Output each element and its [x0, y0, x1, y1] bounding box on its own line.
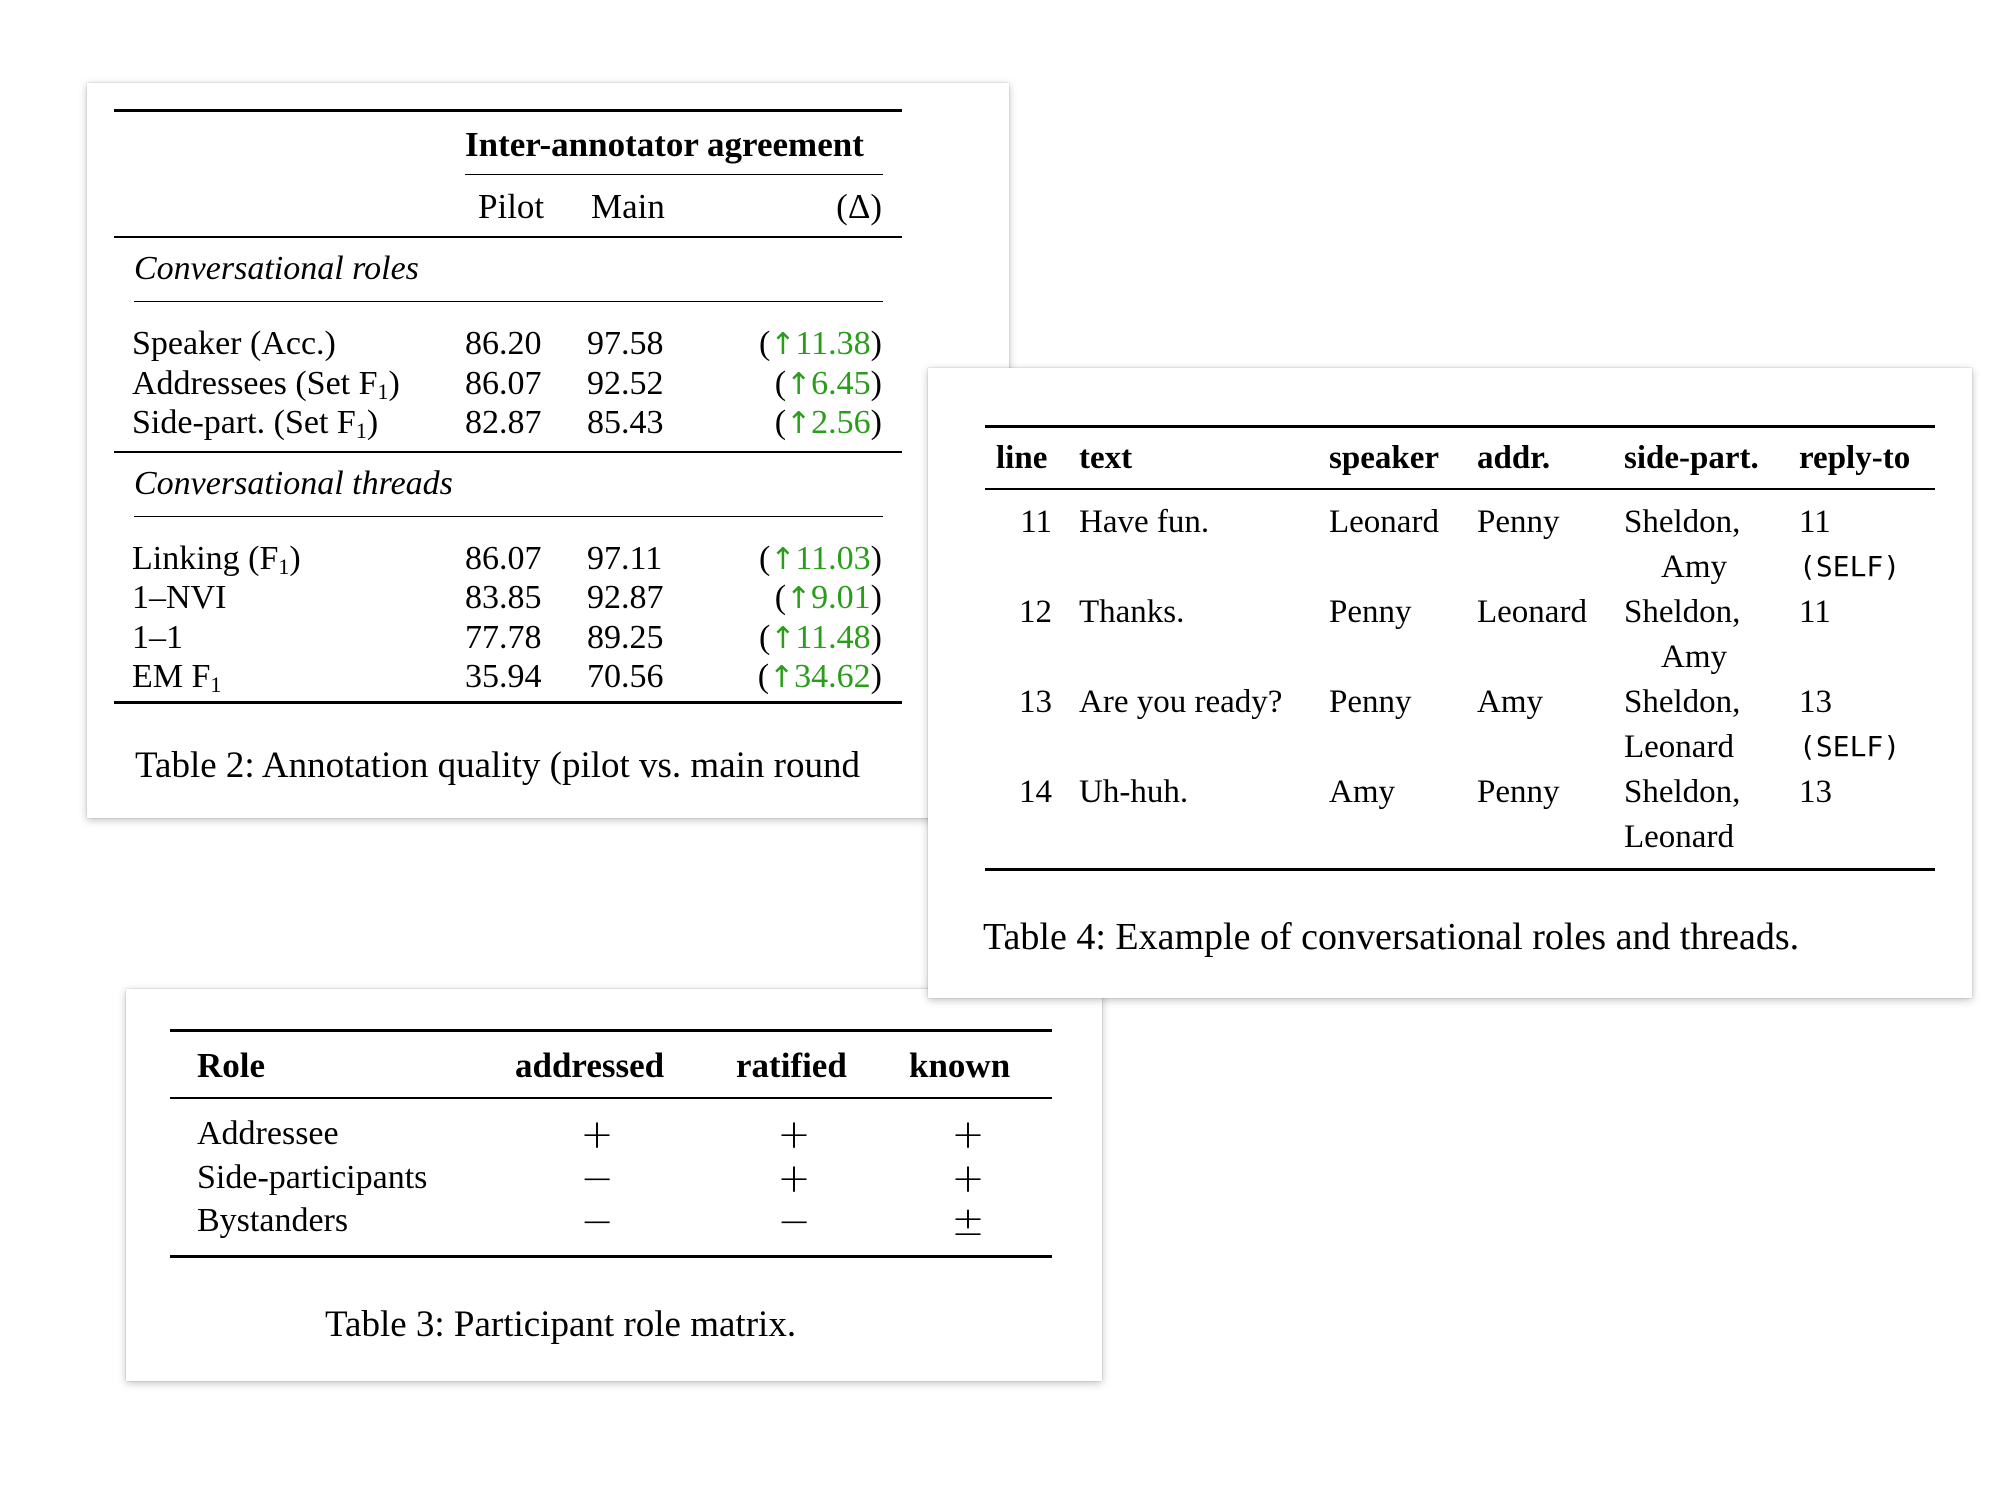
table4-cell-sidepart: Sheldon,	[1624, 684, 1741, 720]
table3-cell-role: Side-participants	[197, 1159, 428, 1196]
table2-row-label	[132, 660, 221, 696]
table3-top-rule	[170, 1029, 1052, 1032]
delta-paren-close: )	[870, 619, 882, 656]
table3-header-role: Role	[197, 1046, 266, 1085]
table2-row-label	[132, 581, 226, 615]
table3-cell-ratified: +	[777, 1112, 811, 1158]
table2-row-label-sub: 1	[278, 554, 290, 579]
table2-row-label	[132, 367, 400, 403]
table2-row-label-sub: 1	[210, 672, 222, 697]
delta-paren-close: )	[870, 579, 882, 616]
table2-row-label	[132, 542, 301, 578]
table2-row-label-text: 1–NVI	[132, 579, 227, 616]
table2-row-label-close: )	[388, 365, 400, 402]
delta-paren-close: )	[870, 404, 882, 441]
table2-row-label	[132, 327, 336, 361]
table2-cell-main: 97.58	[587, 325, 664, 362]
table4-cell-speaker: Penny	[1329, 594, 1412, 630]
delta-value: 11.48	[795, 619, 871, 656]
table4-header-speaker: speaker	[1329, 440, 1439, 476]
table2-cell-pilot: 86.07	[465, 540, 542, 577]
table2-cell-delta	[759, 327, 882, 361]
table4-cell-sidepart-cont: Amy	[1661, 639, 1727, 675]
table4-cell-line: 14	[1019, 774, 1052, 810]
table2-row-label-text: 1–1	[132, 619, 183, 656]
table3-cell-known: +	[951, 1156, 985, 1202]
delta-paren-open: (	[757, 658, 770, 695]
up-arrow-icon: ↑	[770, 327, 796, 362]
table3-cell-addressed: +	[580, 1112, 614, 1158]
table2-group-rule	[465, 174, 883, 175]
table2-row-label	[132, 621, 183, 655]
table4-cell-addr: Penny	[1477, 774, 1560, 810]
table2-cell-main: 97.11	[587, 540, 663, 577]
table2-row-label-text: EM F	[132, 658, 211, 695]
table2-cell-delta	[775, 406, 882, 440]
delta-value: 9.01	[811, 579, 871, 616]
up-arrow-icon: ↑	[786, 581, 812, 616]
table4-cell-replyto-self: (SELF)	[1799, 730, 1901, 763]
table2-cell-pilot: 86.20	[465, 325, 542, 362]
table4-cell-sidepart-cont: Amy	[1661, 549, 1727, 585]
table4-cell-text: Uh-huh.	[1079, 774, 1189, 810]
table3-cell-ratified: −	[777, 1199, 811, 1245]
table2-col-main: Main	[591, 187, 665, 226]
table4-card	[928, 368, 1972, 998]
table3-cell-ratified: +	[777, 1156, 811, 1202]
table2-cell-pilot: 35.94	[465, 658, 542, 695]
table2-cell-delta	[759, 542, 882, 576]
table3-header-addressed: addressed	[515, 1046, 665, 1085]
table4-header-text: text	[1079, 440, 1133, 476]
table2-section-roles: Conversational roles	[134, 250, 419, 287]
table3-header-ratified: ratified	[736, 1046, 847, 1085]
table4-cell-sidepart-cont: Leonard	[1624, 819, 1734, 855]
table4-cell-replyto: 13	[1799, 774, 1832, 810]
table4-cell-text: Are you ready?	[1079, 684, 1283, 720]
table2-row-label-sub: 1	[377, 379, 389, 404]
delta-value: 34.62	[794, 658, 871, 695]
up-arrow-icon: ↑	[770, 621, 796, 656]
up-arrow-icon: ↑	[786, 406, 812, 441]
table4-cell-sidepart: Sheldon,	[1624, 594, 1741, 630]
up-arrow-icon: ↑	[769, 660, 795, 695]
delta-paren-close: )	[870, 540, 882, 577]
delta-value: 11.03	[795, 540, 871, 577]
table2-cell-delta	[775, 367, 882, 401]
table4-header-addr: addr.	[1477, 440, 1551, 476]
table4-cell-replyto: 13	[1799, 684, 1832, 720]
delta-value: 11.38	[795, 325, 871, 362]
delta-paren-open: (	[758, 325, 771, 362]
table2-card	[87, 83, 1009, 818]
delta-value: 2.56	[811, 404, 871, 441]
table4-cell-line: 12	[1019, 594, 1052, 630]
table2-row-label-text: Linking (F	[132, 540, 279, 577]
table3-bottom-rule	[170, 1255, 1052, 1258]
table2-top-rule	[114, 109, 902, 112]
table2-caption: Table 2: Annotation quality (pilot vs. main round	[135, 745, 860, 786]
table4-cell-text: Have fun.	[1079, 504, 1210, 540]
delta-paren-open: (	[758, 540, 771, 577]
table4-cell-line: 13	[1019, 684, 1052, 720]
table3-header-known: known	[909, 1046, 1011, 1085]
delta-paren-open: (	[774, 365, 787, 402]
table2-row-label	[132, 406, 378, 442]
table3-cell-addressed: −	[580, 1199, 614, 1245]
table4-cell-sidepart-cont: Leonard	[1624, 729, 1734, 765]
table2-cell-main: 89.25	[587, 619, 664, 656]
table2-cell-delta	[758, 660, 882, 694]
delta-paren-close: )	[870, 365, 882, 402]
table2-cell-main: 92.87	[587, 579, 664, 616]
table2-col-pilot: Pilot	[478, 187, 545, 226]
table2-cell-main: 70.56	[587, 658, 664, 695]
table4-bottom-rule	[985, 868, 1935, 871]
table4-header-line: line	[996, 440, 1048, 476]
table4-cell-text: Thanks.	[1079, 594, 1185, 630]
table4-cell-line: 11	[1020, 504, 1052, 540]
table2-row-label-close: )	[366, 404, 379, 441]
table3-caption: Table 3: Participant role matrix.	[325, 1304, 797, 1345]
table3-cell-role: Addressee	[197, 1115, 339, 1152]
table4-header-rule	[985, 488, 1935, 490]
table2-cell-delta	[775, 581, 882, 615]
table4-caption: Table 4: Example of conversational roles and threads.	[983, 916, 1800, 958]
table2-header-rule	[114, 236, 902, 238]
table4-cell-speaker: Penny	[1329, 684, 1412, 720]
table2-bottom-rule	[114, 701, 902, 704]
delta-paren-close: )	[870, 658, 882, 695]
delta-paren-open: (	[774, 404, 787, 441]
table4-cell-replyto-self: (SELF)	[1799, 550, 1901, 583]
table3-cell-known: ±	[951, 1199, 985, 1245]
table4-cell-sidepart: Sheldon,	[1624, 504, 1741, 540]
table4-cell-sidepart: Sheldon,	[1624, 774, 1741, 810]
delta-value: 6.45	[811, 365, 871, 402]
table4-cell-speaker: Amy	[1329, 774, 1395, 810]
table2-row-label-text: Side-part. (Set F	[132, 404, 356, 441]
table4-header-replyto: reply-to	[1799, 440, 1911, 476]
table3-cell-addressed: −	[580, 1156, 614, 1202]
table2-mid-rule	[114, 451, 902, 453]
table2-header-group: Inter-annotator agreement	[465, 125, 864, 164]
table4-cell-speaker: Leonard	[1329, 504, 1439, 540]
table4-top-rule	[985, 425, 1935, 428]
up-arrow-icon: ↑	[786, 367, 812, 402]
table2-row-label-text: Addressees (Set F	[132, 365, 378, 402]
table4-header-sidepart: side-part.	[1624, 440, 1759, 476]
table3-card	[126, 989, 1102, 1381]
table2-col-delta: (Δ)	[836, 187, 882, 226]
table2-cell-pilot: 82.87	[465, 404, 542, 441]
table4-cell-replyto: 11	[1799, 594, 1831, 630]
table3-cell-role: Bystanders	[197, 1202, 349, 1239]
table2-section1-rule	[134, 301, 883, 302]
table4-cell-addr: Penny	[1477, 504, 1560, 540]
table2-section-threads: Conversational threads	[134, 465, 453, 502]
table2-cell-pilot: 77.78	[465, 619, 542, 656]
table2-cell-pilot: 86.07	[465, 365, 542, 402]
table4-cell-addr: Leonard	[1477, 594, 1587, 630]
table2-row-label-text: Speaker (Acc.)	[132, 325, 336, 362]
delta-paren-close: )	[870, 325, 882, 362]
table2-section2-rule	[134, 516, 883, 517]
table4-cell-addr: Amy	[1477, 684, 1543, 720]
table4-cell-replyto: 11	[1799, 504, 1831, 540]
table2-cell-delta	[759, 621, 882, 655]
table3-header-rule	[170, 1097, 1052, 1099]
table2-cell-main: 92.52	[587, 365, 664, 402]
delta-paren-open: (	[758, 619, 771, 656]
table2-row-label-close: )	[289, 540, 301, 577]
table2-cell-main: 85.43	[587, 404, 664, 441]
table2-cell-pilot: 83.85	[465, 579, 542, 616]
table3-cell-known: +	[951, 1112, 985, 1158]
up-arrow-icon: ↑	[770, 542, 796, 577]
table2-row-label-sub: 1	[355, 418, 367, 443]
delta-paren-open: (	[774, 579, 787, 616]
